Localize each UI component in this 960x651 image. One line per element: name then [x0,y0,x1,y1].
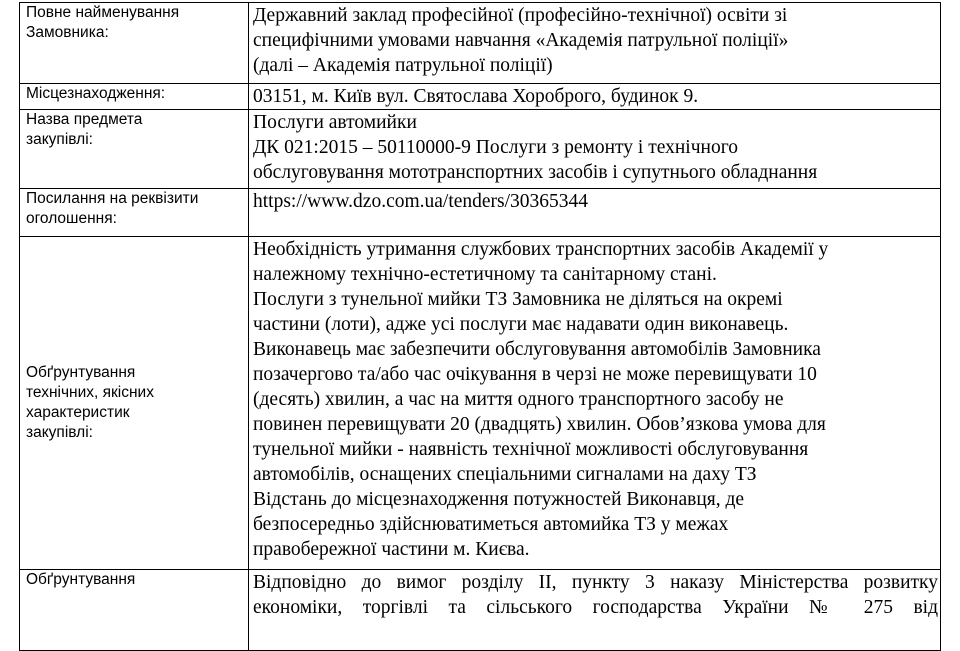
label-line: Замовника: [26,24,109,41]
table-row-subject [20,110,941,189]
row-label [20,110,249,189]
row-label [20,237,249,570]
label-line: закупівлі: [26,424,93,441]
value-line: безпосередньо здійснюватиметься автомийка ТЗ у межах [253,514,729,535]
label-line: Назва предмета [26,111,143,128]
table-row-announcement-link [20,189,941,237]
table-row-technical-justification [20,237,941,570]
row-value [249,237,941,570]
value-line: тунельної мийки - наявність технічної можливості обслуговування [253,439,809,460]
value-line: частини (лоти), адже усі послуги має надавати один виконавець. [253,314,789,335]
label-line: закупівлі: [26,131,93,148]
row-value [249,189,941,237]
label-line: Місцезнаходження: [26,85,166,102]
tender-url[interactable]: https://www.dzo.com.ua/tenders/30365344 [253,191,589,212]
value-line: Послуги автомийки [253,112,417,133]
value-line: (далі – Академія патрульної поліції) [253,55,553,76]
row-label [20,570,249,651]
value-line: специфічними умовами навчання «Академія патрульної поліції» [253,30,789,51]
value-line: Послуги з тунельної мийки ТЗ Замовника не діляться на окремі [253,289,783,310]
row-value [249,3,941,84]
value-line: обслуговування мототранспортних засобів і супутнього обладнання [253,162,818,183]
procurement-info-table [19,2,941,651]
row-value [249,84,941,110]
value-line: 03151, м. Київ вул. Святослава Хороброго, будинок 9. [253,86,699,107]
table-row-budget-justification [20,570,941,651]
value-line: автомобілів, оснащених спеціальними сигналами на даху ТЗ [253,464,757,485]
value-line: ДК 021:2015 – 50110000-9 Послуги з ремонту і технічного [253,137,738,158]
value-line: позачергово та/або час очікування в черзі не може перевищувати 10 [253,364,817,385]
table-row-customer-name [20,3,941,84]
label-line: Обґрунтування [26,364,136,381]
value-line: повинен перевищувати 20 (двадцять) хвилин. Обов’язкова умова для [253,414,826,435]
row-value [249,110,941,189]
label-line: Обґрунтування [26,571,136,588]
row-label [20,189,249,237]
value-line: Державний заклад професійної (професійно-технічної) освіти зі [253,5,788,26]
label-line: оголошення: [26,210,117,227]
row-label [20,3,249,84]
label-line: Посилання на реквізити [26,190,199,207]
row-value [249,570,941,651]
value-line: (десять) хвилин, а час на миття одного транспортного засобу не [253,389,784,410]
value-line: належному технічно-естетичному та санітарному стані. [253,264,717,285]
value-line: Відповідно до вимог розділу ІІ, пункту 3 наказу Міністерства розвитку [253,572,938,593]
value-line: економіки, торгівлі та сільського господарства України № 275 від [253,597,938,618]
table-row-location [20,84,941,110]
value-line: Необхідність утримання службових транспортних засобів Академії у [253,239,829,260]
value-line: Виконавець має забезпечити обслуговування автомобілів Замовника [253,339,821,360]
label-line: Повне найменування [26,4,180,21]
label-line: характеристик [26,404,130,421]
label-line: технічних, якісних [26,384,154,401]
value-line: правобережної частини м. Києва. [253,539,530,560]
row-label [20,84,249,110]
value-line: Відстань до місцезнаходження потужностей Виконавця, де [253,489,745,510]
